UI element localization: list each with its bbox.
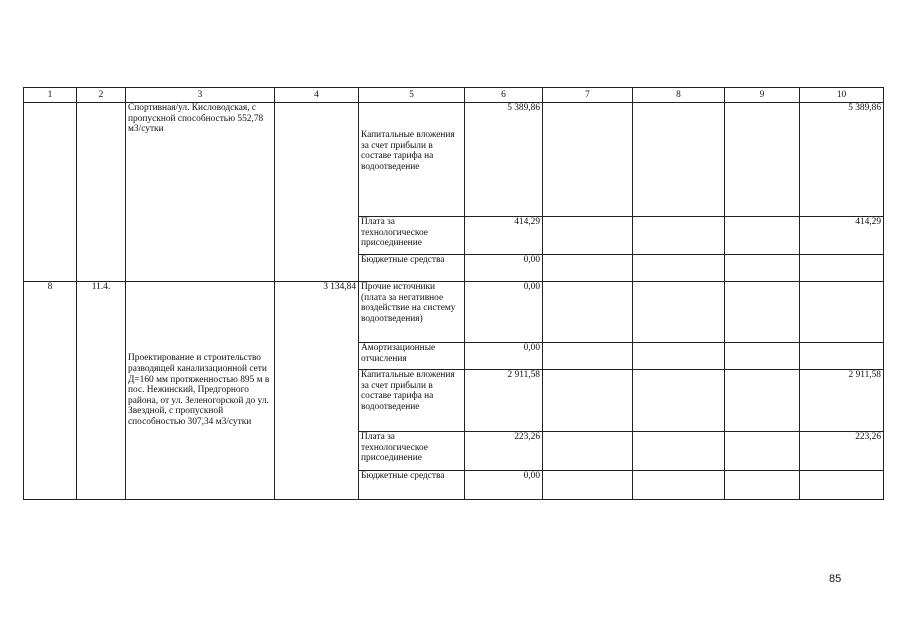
amount-col10 <box>800 343 884 370</box>
amount-col6: 223,26 <box>465 432 543 471</box>
amount-col8 <box>633 370 725 432</box>
amount-col9 <box>725 103 800 217</box>
amount-col6: 414,29 <box>465 217 543 255</box>
table-row <box>24 282 884 343</box>
funding-source: Бюджетные средства <box>359 471 465 500</box>
column-number: 6 <box>465 88 543 103</box>
project-cost-cell: 3 134,84 <box>275 282 359 500</box>
amount-col9 <box>725 432 800 471</box>
amount-col7 <box>543 343 633 370</box>
row-number-cell: 8 <box>24 282 77 500</box>
row-number-cell <box>24 103 77 282</box>
funding-source: Плата за технологическое присоединение <box>359 217 465 255</box>
funding-source: Капитальные вложения за счет прибыли в составе тарифа на водоотведение <box>359 370 465 432</box>
amount-col6: 0,00 <box>465 282 543 343</box>
project-description: Спортивная/ул. Кисловодская, с пропускной способностью 552,78 м3/сутки <box>126 103 275 282</box>
column-number: 10 <box>800 88 884 103</box>
column-number: 1 <box>24 88 77 103</box>
amount-col7 <box>543 103 633 217</box>
investment-table <box>23 87 884 500</box>
column-number: 7 <box>543 88 633 103</box>
project-cost-cell <box>275 103 359 282</box>
amount-col8 <box>633 103 725 217</box>
amount-col8 <box>633 432 725 471</box>
funding-source: Бюджетные средства <box>359 255 465 282</box>
column-number: 3 <box>126 88 275 103</box>
amount-col6: 5 389,86 <box>465 103 543 217</box>
amount-col7 <box>543 255 633 282</box>
amount-col9 <box>725 370 800 432</box>
column-number: 5 <box>359 88 465 103</box>
amount-col8 <box>633 282 725 343</box>
column-number: 4 <box>275 88 359 103</box>
amount-col9 <box>725 471 800 500</box>
amount-col10: 2 911,58 <box>800 370 884 432</box>
funding-source: Плата за технологическое присоединение <box>359 432 465 471</box>
funding-source: Капитальные вложения за счет прибыли в составе тарифа на водоотведение <box>359 103 465 217</box>
column-number: 2 <box>77 88 126 103</box>
amount-col10: 414,29 <box>800 217 884 255</box>
amount-col10: 5 389,86 <box>800 103 884 217</box>
amount-col6: 0,00 <box>465 471 543 500</box>
amount-col7 <box>543 217 633 255</box>
amount-col6: 0,00 <box>465 255 543 282</box>
funding-source: Прочие источники (плата за негативное воздействие на систему водоотведения) <box>359 282 465 343</box>
column-number: 8 <box>633 88 725 103</box>
table-row <box>24 103 884 217</box>
amount-col9 <box>725 282 800 343</box>
amount-col10: 223,26 <box>800 432 884 471</box>
page-number: 85 <box>829 573 842 585</box>
row-code-cell <box>77 103 126 282</box>
funding-source: Амортизационные отчисления <box>359 343 465 370</box>
amount-col6: 0,00 <box>465 343 543 370</box>
row-code-cell: 11.4. <box>77 282 126 500</box>
amount-col7 <box>543 432 633 471</box>
amount-col10 <box>800 471 884 500</box>
amount-col7 <box>543 471 633 500</box>
amount-col8 <box>633 343 725 370</box>
amount-col9 <box>725 217 800 255</box>
amount-col10 <box>800 255 884 282</box>
column-number: 9 <box>725 88 800 103</box>
amount-col8 <box>633 255 725 282</box>
amount-col10 <box>800 282 884 343</box>
amount-col9 <box>725 343 800 370</box>
amount-col8 <box>633 217 725 255</box>
amount-col7 <box>543 370 633 432</box>
amount-col7 <box>543 282 633 343</box>
amount-col8 <box>633 471 725 500</box>
amount-col9 <box>725 255 800 282</box>
amount-col6: 2 911,58 <box>465 370 543 432</box>
project-description: Проектирование и строительство разводящей канализационной сети Д=160 мм протяженностью 895 м в пос. Нежинский, Предгорного района, от ул. Зеленогорской до ул. Звездной, с пропускной способностью 307,34 м3/сутки <box>126 282 275 500</box>
column-number-row <box>24 88 884 103</box>
